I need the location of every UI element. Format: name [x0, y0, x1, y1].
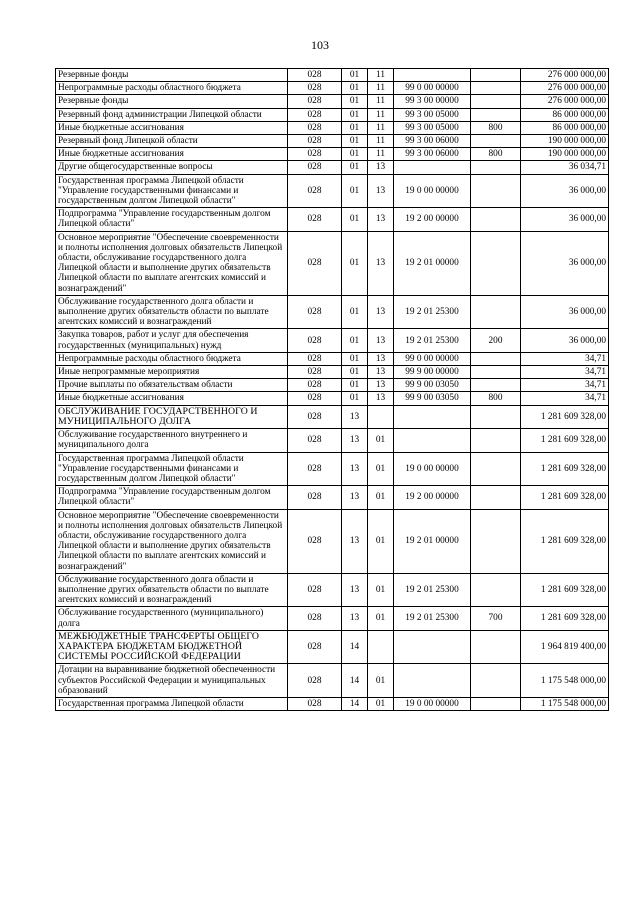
row-name: Государственная программа Липецкой области: [56, 697, 288, 710]
row-amount: 1 281 609 328,00: [521, 452, 609, 486]
row-subsection-code: 11: [368, 108, 394, 121]
table-row: [56, 108, 609, 121]
row-target-article: [394, 429, 471, 452]
row-target-article: 19 2 00 00000: [394, 486, 471, 509]
row-subsection-code: 01: [368, 429, 394, 452]
table-row: [56, 366, 609, 379]
row-subsection-code: 13: [368, 329, 394, 352]
row-expense-type: 800: [471, 392, 521, 405]
row-section-code: 01: [342, 295, 368, 329]
row-name: Иные непрограммные мероприятия: [56, 366, 288, 379]
row-expense-type: 200: [471, 329, 521, 352]
row-section-code: 13: [342, 452, 368, 486]
table-row: [56, 405, 609, 428]
row-target-article: 99 9 00 03050: [394, 379, 471, 392]
row-amount: 36 000,00: [521, 174, 609, 208]
row-ministry-code: 028: [288, 405, 342, 428]
row-section-code: 13: [342, 509, 368, 573]
row-section-code: 13: [342, 429, 368, 452]
row-section-code: 14: [342, 664, 368, 698]
row-expense-type: [471, 405, 521, 428]
row-amount: 36 000,00: [521, 231, 609, 295]
row-expense-type: [471, 108, 521, 121]
table-row: [56, 95, 609, 108]
row-target-article: 19 0 00 00000: [394, 697, 471, 710]
row-name: Обслуживание государственного долга области и выполнение других обязательств области по выплате агентских комиссий и вознаграждений: [56, 295, 288, 329]
row-ministry-code: 028: [288, 82, 342, 95]
table-row: [56, 174, 609, 208]
table-row: [56, 664, 609, 698]
row-ministry-code: 028: [288, 630, 342, 664]
row-section-code: 13: [342, 405, 368, 428]
row-amount: 1 281 609 328,00: [521, 486, 609, 509]
row-name: Закупка товаров, работ и услуг для обеспечения государственных (муниципальных) нужд: [56, 329, 288, 352]
table-row: [56, 69, 609, 82]
row-expense-type: [471, 352, 521, 365]
row-name: Обслуживание государственного (муниципального) долга: [56, 607, 288, 630]
row-name: Иные бюджетные ассигнования: [56, 392, 288, 405]
table-row: [56, 452, 609, 486]
row-subsection-code: 13: [368, 174, 394, 208]
row-subsection-code: 11: [368, 121, 394, 134]
table-row: [56, 121, 609, 134]
row-target-article: 19 2 00 00000: [394, 208, 471, 231]
row-amount: 36 000,00: [521, 208, 609, 231]
row-amount: 190 000 000,00: [521, 135, 609, 148]
row-expense-type: [471, 664, 521, 698]
row-name: Иные бюджетные ассигнования: [56, 148, 288, 161]
row-amount: 34,71: [521, 352, 609, 365]
row-expense-type: [471, 95, 521, 108]
row-section-code: 13: [342, 607, 368, 630]
row-expense-type: 800: [471, 148, 521, 161]
table-row: [56, 630, 609, 664]
row-amount: 1 281 609 328,00: [521, 429, 609, 452]
row-name: Резервный фонд администрации Липецкой области: [56, 108, 288, 121]
row-subsection-code: 11: [368, 135, 394, 148]
row-section-code: 14: [342, 697, 368, 710]
table-row: [56, 82, 609, 95]
row-ministry-code: 028: [288, 392, 342, 405]
row-expense-type: [471, 429, 521, 452]
row-target-article: 99 3 00 05000: [394, 121, 471, 134]
row-name: Подпрограмма "Управление государственным долгом Липецкой области": [56, 486, 288, 509]
row-target-article: 19 2 01 00000: [394, 231, 471, 295]
row-ministry-code: 028: [288, 69, 342, 82]
row-ministry-code: 028: [288, 452, 342, 486]
row-section-code: 13: [342, 573, 368, 607]
row-subsection-code: [368, 630, 394, 664]
row-amount: 1 964 819 400,00: [521, 630, 609, 664]
row-name: Основное мероприятие "Обеспечение своевременности и полноты исполнения долговых обязательств Липецкой области, обслуживание государственного долга Липецкой области и выполнение других обязательств Липецкой области по выплате агентских комиссий и вознаграждений": [56, 509, 288, 573]
table-row: [56, 208, 609, 231]
row-subsection-code: 01: [368, 607, 394, 630]
row-target-article: 19 2 01 25300: [394, 573, 471, 607]
row-expense-type: [471, 69, 521, 82]
row-target-article: 99 0 00 00000: [394, 352, 471, 365]
row-expense-type: [471, 379, 521, 392]
table-row: [56, 697, 609, 710]
row-ministry-code: 028: [288, 379, 342, 392]
row-ministry-code: 028: [288, 208, 342, 231]
row-expense-type: [471, 135, 521, 148]
row-subsection-code: 01: [368, 452, 394, 486]
table-row: [56, 161, 609, 174]
row-ministry-code: 028: [288, 352, 342, 365]
row-ministry-code: 028: [288, 664, 342, 698]
row-subsection-code: 13: [368, 352, 394, 365]
row-name: Резервные фонды: [56, 69, 288, 82]
table-row: [56, 429, 609, 452]
row-name: Подпрограмма "Управление государственным долгом Липецкой области": [56, 208, 288, 231]
row-subsection-code: 01: [368, 697, 394, 710]
row-section-code: 01: [342, 161, 368, 174]
row-name: Государственная программа Липецкой области "Управление государственными финансами и государственным долгом Липецкой области": [56, 174, 288, 208]
row-ministry-code: 028: [288, 486, 342, 509]
row-expense-type: [471, 573, 521, 607]
row-name: МЕЖБЮДЖЕТНЫЕ ТРАНСФЕРТЫ ОБЩЕГО ХАРАКТЕРА БЮДЖЕТАМ БЮДЖЕТНОЙ СИСТЕМЫ РОССИЙСКОЙ ФЕДЕРАЦИИ: [56, 630, 288, 664]
row-name: Резервные фонды: [56, 95, 288, 108]
row-expense-type: [471, 82, 521, 95]
row-ministry-code: 028: [288, 231, 342, 295]
table-row: [56, 135, 609, 148]
row-ministry-code: 028: [288, 366, 342, 379]
row-subsection-code: 13: [368, 379, 394, 392]
row-ministry-code: 028: [288, 161, 342, 174]
row-section-code: 01: [342, 121, 368, 134]
row-amount: 34,71: [521, 366, 609, 379]
row-target-article: 99 3 00 05000: [394, 108, 471, 121]
page-number: 103: [311, 38, 329, 52]
row-section-code: 01: [342, 231, 368, 295]
row-target-article: [394, 664, 471, 698]
row-name: ОБСЛУЖИВАНИЕ ГОСУДАРСТВЕННОГО И МУНИЦИПАЛЬНОГО ДОЛГА: [56, 405, 288, 428]
row-expense-type: 800: [471, 121, 521, 134]
row-section-code: 01: [342, 392, 368, 405]
row-expense-type: [471, 174, 521, 208]
row-subsection-code: 11: [368, 95, 394, 108]
row-target-article: [394, 630, 471, 664]
row-ministry-code: 028: [288, 121, 342, 134]
row-subsection-code: 13: [368, 208, 394, 231]
row-subsection-code: 13: [368, 231, 394, 295]
row-expense-type: [471, 161, 521, 174]
table-row: [56, 231, 609, 295]
row-subsection-code: 01: [368, 486, 394, 509]
row-subsection-code: 13: [368, 366, 394, 379]
row-ministry-code: 028: [288, 329, 342, 352]
row-subsection-code: 13: [368, 295, 394, 329]
row-name: Основное мероприятие "Обеспечение своевременности и полноты исполнения долговых обязательств Липецкой области, обслуживание государственного долга Липецкой области и выполнение других обязательств Липецкой области по выплате агентских комиссий и вознаграждений": [56, 231, 288, 295]
row-amount: 276 000 000,00: [521, 69, 609, 82]
row-ministry-code: 028: [288, 148, 342, 161]
row-expense-type: [471, 295, 521, 329]
table-row: [56, 573, 609, 607]
row-amount: 36 000,00: [521, 329, 609, 352]
row-subsection-code: 01: [368, 509, 394, 573]
row-section-code: 01: [342, 108, 368, 121]
table-row: [56, 486, 609, 509]
table-row: [56, 509, 609, 573]
row-target-article: 99 3 00 06000: [394, 148, 471, 161]
row-subsection-code: 01: [368, 573, 394, 607]
row-ministry-code: 028: [288, 95, 342, 108]
row-section-code: 14: [342, 630, 368, 664]
row-section-code: 01: [342, 366, 368, 379]
row-target-article: 19 0 00 00000: [394, 452, 471, 486]
row-target-article: 19 2 01 25300: [394, 607, 471, 630]
table-row: [56, 329, 609, 352]
row-name: Резервный фонд Липецкой области: [56, 135, 288, 148]
row-ministry-code: 028: [288, 607, 342, 630]
row-subsection-code: 01: [368, 664, 394, 698]
row-name: Государственная программа Липецкой области "Управление государственными финансами и государственным долгом Липецкой области": [56, 452, 288, 486]
row-ministry-code: 028: [288, 509, 342, 573]
row-subsection-code: 11: [368, 148, 394, 161]
row-expense-type: [471, 486, 521, 509]
table-row: [56, 352, 609, 365]
row-ministry-code: 028: [288, 573, 342, 607]
row-target-article: [394, 69, 471, 82]
row-target-article: 19 2 01 00000: [394, 509, 471, 573]
row-amount: 86 000 000,00: [521, 121, 609, 134]
row-target-article: [394, 161, 471, 174]
row-target-article: 99 3 00 00000: [394, 95, 471, 108]
budget-table: [55, 68, 609, 711]
row-ministry-code: 028: [288, 697, 342, 710]
row-amount: 86 000 000,00: [521, 108, 609, 121]
row-ministry-code: 028: [288, 429, 342, 452]
row-amount: 1 281 609 328,00: [521, 573, 609, 607]
row-section-code: 01: [342, 95, 368, 108]
budget-table-body: [56, 69, 609, 711]
row-expense-type: [471, 452, 521, 486]
row-expense-type: [471, 697, 521, 710]
row-amount: 36 034,71: [521, 161, 609, 174]
row-section-code: 01: [342, 69, 368, 82]
table-row: [56, 148, 609, 161]
row-ministry-code: 028: [288, 108, 342, 121]
row-target-article: [394, 405, 471, 428]
row-target-article: 99 9 00 03050: [394, 392, 471, 405]
row-subsection-code: [368, 405, 394, 428]
row-target-article: 19 0 00 00000: [394, 174, 471, 208]
table-row: [56, 379, 609, 392]
row-target-article: 19 2 01 25300: [394, 329, 471, 352]
row-amount: 276 000 000,00: [521, 82, 609, 95]
row-name: Прочие выплаты по обязательствам области: [56, 379, 288, 392]
row-amount: 276 000 000,00: [521, 95, 609, 108]
row-name: Иные бюджетные ассигнования: [56, 121, 288, 134]
row-section-code: 01: [342, 82, 368, 95]
row-expense-type: [471, 366, 521, 379]
row-name: Обслуживание государственного долга области и выполнение других обязательств области по выплате агентских комиссий и вознаграждений: [56, 573, 288, 607]
row-amount: 1 281 609 328,00: [521, 405, 609, 428]
table-row: [56, 295, 609, 329]
row-amount: 34,71: [521, 379, 609, 392]
row-name: Другие общегосударственные вопросы: [56, 161, 288, 174]
row-section-code: 01: [342, 352, 368, 365]
row-amount: 34,71: [521, 392, 609, 405]
table-row: [56, 607, 609, 630]
row-amount: 1 281 609 328,00: [521, 607, 609, 630]
row-expense-type: 700: [471, 607, 521, 630]
row-section-code: 01: [342, 148, 368, 161]
row-name: Непрограммные расходы областного бюджета: [56, 352, 288, 365]
row-amount: 1 175 548 000,00: [521, 664, 609, 698]
row-ministry-code: 028: [288, 295, 342, 329]
row-ministry-code: 028: [288, 135, 342, 148]
row-amount: 190 000 000,00: [521, 148, 609, 161]
row-target-article: 99 3 00 06000: [394, 135, 471, 148]
row-amount: 36 000,00: [521, 295, 609, 329]
row-name: Непрограммные расходы областного бюджета: [56, 82, 288, 95]
row-target-article: 19 2 01 25300: [394, 295, 471, 329]
table-row: [56, 392, 609, 405]
row-ministry-code: 028: [288, 174, 342, 208]
row-amount: 1 281 609 328,00: [521, 509, 609, 573]
row-subsection-code: 11: [368, 82, 394, 95]
row-section-code: 13: [342, 486, 368, 509]
row-name: Обслуживание государственного внутреннего и муниципального долга: [56, 429, 288, 452]
row-section-code: 01: [342, 329, 368, 352]
row-expense-type: [471, 231, 521, 295]
row-subsection-code: 11: [368, 69, 394, 82]
row-amount: 1 175 548 000,00: [521, 697, 609, 710]
row-section-code: 01: [342, 208, 368, 231]
row-subsection-code: 13: [368, 392, 394, 405]
row-target-article: 99 0 00 00000: [394, 82, 471, 95]
row-section-code: 01: [342, 379, 368, 392]
row-section-code: 01: [342, 174, 368, 208]
row-expense-type: [471, 509, 521, 573]
row-expense-type: [471, 208, 521, 231]
row-section-code: 01: [342, 135, 368, 148]
row-name: Дотации на выравнивание бюджетной обеспеченности субъектов Российской Федерации и муниципальных образований: [56, 664, 288, 698]
row-subsection-code: 13: [368, 161, 394, 174]
row-target-article: 99 9 00 00000: [394, 366, 471, 379]
row-expense-type: [471, 630, 521, 664]
